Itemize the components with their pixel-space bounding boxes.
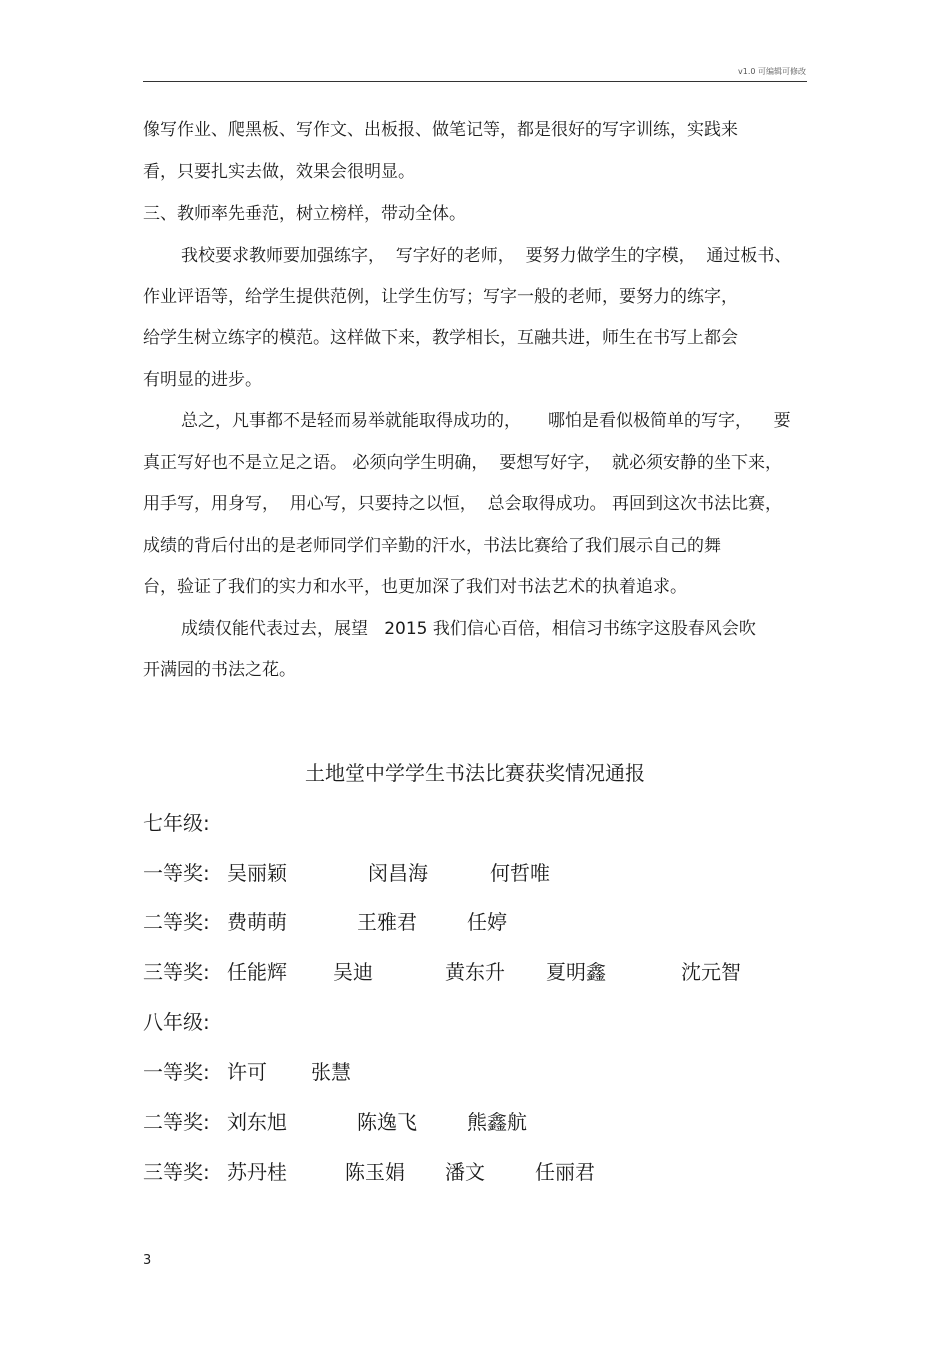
body-line: 像写作业、爬黑板、写作文、出板报、做笔记等，都是很好的写字训练，实践来 bbox=[143, 120, 738, 140]
winner-name: 任能辉 bbox=[227, 960, 287, 984]
header-divider bbox=[143, 81, 807, 82]
winner-name: 费萌萌 bbox=[227, 910, 287, 934]
page-number: 3 bbox=[143, 1253, 152, 1268]
award-label: 一等奖: bbox=[143, 861, 210, 885]
winner-name: 沈元智 bbox=[681, 960, 741, 984]
winner-name: 吴迪 bbox=[333, 960, 373, 984]
winner-name: 陈玉娟 bbox=[345, 1160, 405, 1184]
winner-name: 何哲唯 bbox=[490, 861, 550, 885]
award-label: 三等奖: bbox=[143, 960, 210, 984]
winner-name: 王雅君 bbox=[357, 910, 417, 934]
body-line: 总之，凡事都不是轻而易举就能取得成功的， 哪怕是看似极简单的写字， 要 bbox=[181, 411, 791, 431]
body-line: 真正写好也不是立足之语。 必须向学生明确， 要想写好字， 就必须安静的坐下来， bbox=[143, 453, 783, 473]
report-title: 土地堂中学学生书法比赛获奖情况通报 bbox=[305, 761, 645, 785]
body-line: 有明显的进步。 bbox=[143, 370, 262, 390]
winner-name: 潘文 bbox=[445, 1160, 485, 1184]
body-line: 成绩的背后付出的是老师同学们辛勤的汗水，书法比赛给了我们展示自己的舞 bbox=[143, 536, 721, 556]
body-line: 作业评语等，给学生提供范例，让学生仿写；写字一般的老师，要努力的练字， bbox=[143, 287, 738, 307]
header-version-note: v1.0 可编辑可修改 bbox=[738, 67, 806, 76]
grade-heading: 八年级: bbox=[143, 1010, 210, 1034]
body-line: 看，只要扎实去做，效果会很明显。 bbox=[143, 162, 415, 182]
body-line: 成绩仅能代表过去，展望 2015 我们信心百倍，相信习书练字这股春风会吹 bbox=[181, 619, 756, 639]
winner-name: 夏明鑫 bbox=[546, 960, 606, 984]
winner-name: 陈逸飞 bbox=[357, 1110, 417, 1134]
winner-name: 黄东升 bbox=[445, 960, 505, 984]
winner-name: 苏丹桂 bbox=[227, 1160, 287, 1184]
award-label: 二等奖: bbox=[143, 910, 210, 934]
award-label: 二等奖: bbox=[143, 1110, 210, 1134]
award-label: 三等奖: bbox=[143, 1160, 210, 1184]
winner-name: 许可 bbox=[227, 1060, 267, 1084]
body-line: 我校要求教师要加强练字， 写字好的老师， 要努力做学生的字模， 通过板书、 bbox=[181, 246, 792, 266]
grade-heading: 七年级: bbox=[143, 811, 210, 835]
winner-name: 任丽君 bbox=[535, 1160, 595, 1184]
winner-name: 任婷 bbox=[467, 910, 507, 934]
section-heading: 三、教师率先垂范，树立榜样，带动全体。 bbox=[143, 204, 466, 224]
body-line: 台，验证了我们的实力和水平，也更加深了我们对书法艺术的执着追求。 bbox=[143, 577, 687, 597]
winner-name: 吴丽颖 bbox=[227, 861, 287, 885]
winner-name: 闵昌海 bbox=[368, 861, 428, 885]
body-line: 给学生树立练字的模范。这样做下来，教学相长，互融共进，师生在书写上都会 bbox=[143, 328, 738, 348]
winner-name: 熊鑫航 bbox=[467, 1110, 527, 1134]
award-label: 一等奖: bbox=[143, 1060, 210, 1084]
winner-name: 张慧 bbox=[311, 1060, 351, 1084]
body-line: 用手写，用身写， 用心写，只要持之以恒， 总会取得成功。 再回到这次书法比赛， bbox=[143, 494, 783, 514]
body-line: 开满园的书法之花。 bbox=[143, 660, 296, 680]
winner-name: 刘东旭 bbox=[227, 1110, 287, 1134]
